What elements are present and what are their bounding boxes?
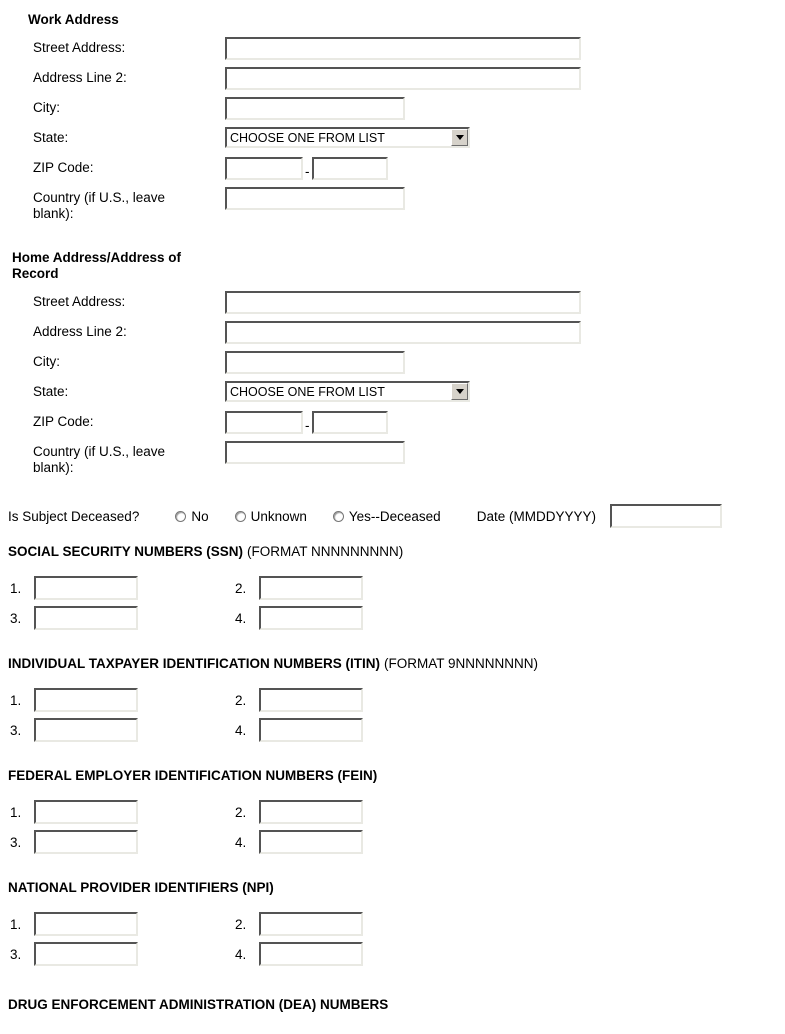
npi-input-1[interactable] [34,912,138,936]
radio-option-yes-deceased[interactable] [333,509,441,524]
entry-number: 2. [235,580,247,596]
form-row [8,97,777,120]
id-entry [235,912,555,936]
home-address-title: Home Address/Address of Record [12,250,182,281]
zip-code-label: ZIP Code: [33,160,94,175]
section-title-text: FEDERAL EMPLOYER IDENTIFICATION NUMBERS (FEIN) [8,768,378,783]
home-address-section [8,250,777,476]
form-row [8,127,777,148]
work-address-title: Work Address [28,12,119,27]
street-address-label: Street Address: [33,40,126,55]
id-entry [235,718,555,742]
id-entry [235,830,555,854]
entry-number: 3. [10,946,22,962]
ssn-section [8,544,777,630]
home-zip-input[interactable] [225,411,303,434]
form-row [8,381,777,402]
itin-section-title [8,656,777,671]
form-row [8,67,777,90]
entry-number: 2. [235,916,247,932]
home-address-line2-input[interactable] [225,321,581,344]
id-entry [10,830,235,854]
address-line2-label: Address Line 2: [33,70,127,85]
radio-label: Yes--Deceased [348,508,441,524]
itin-section [8,656,777,742]
home-city-input[interactable] [225,351,405,374]
form-row [8,291,777,314]
work-address-line2-input[interactable] [225,67,581,90]
entry-number: 1. [10,804,22,820]
home-zip-plus4-input[interactable] [312,411,388,434]
entry-number: 1. [10,580,22,596]
state-label: State: [33,130,69,145]
id-entry [10,800,235,824]
city-label: City: [33,354,60,369]
ssn-input-2[interactable] [259,576,363,600]
entry-number: 4. [235,834,247,850]
home-street-address-input[interactable] [225,291,581,314]
radio-label: Unknown [250,508,307,524]
state-label: State: [33,384,69,399]
zip-separator: - [305,418,310,433]
deceased-question-label: Is Subject Deceased? [8,508,140,524]
entry-number: 1. [10,916,22,932]
npi-section-title [8,880,777,895]
fein-section [8,768,777,854]
itin-input-4[interactable] [259,718,363,742]
work-zip-input[interactable] [225,157,303,180]
entry-number: 3. [10,722,22,738]
id-entry [235,942,555,966]
entry-number: 4. [235,946,247,962]
zip-code-label: ZIP Code: [33,414,94,429]
work-zip-plus4-input[interactable] [312,157,388,180]
id-entry [10,606,235,630]
zip-separator: - [305,164,310,179]
id-entry [235,606,555,630]
npi-input-2[interactable] [259,912,363,936]
ssn-input-4[interactable] [259,606,363,630]
work-state-select[interactable] [225,127,470,148]
fein-input-3[interactable] [34,830,138,854]
section-title-text: NATIONAL PROVIDER IDENTIFIERS (NPI) [8,880,274,895]
form-row [8,351,777,374]
itin-input-1[interactable] [34,688,138,712]
entry-number: 3. [10,834,22,850]
form-row [8,411,777,434]
form-row [8,37,777,60]
npi-input-4[interactable] [259,942,363,966]
section-title-text: DRUG ENFORCEMENT ADMINISTRATION (DEA) NUMBERS [8,997,389,1012]
street-address-label: Street Address: [33,294,126,309]
itin-input-3[interactable] [34,718,138,742]
id-entry [235,800,555,824]
deceased-date-input[interactable] [610,504,722,528]
ssn-input-3[interactable] [34,606,138,630]
radio-yes-deceased[interactable] [333,511,344,522]
fein-input-2[interactable] [259,800,363,824]
entry-number: 1. [10,692,22,708]
npi-input-3[interactable] [34,942,138,966]
country-label: Country (if U.S., leave blank): [33,444,166,475]
select-value: CHOOSE ONE FROM LIST [230,384,385,399]
select-value: CHOOSE ONE FROM LIST [230,130,385,145]
radio-label: No [191,508,209,524]
ssn-input-1[interactable] [34,576,138,600]
deceased-date-label: Date (MMDDYYYY) [476,508,596,524]
radio-unknown[interactable] [235,511,246,522]
section-format-text: (FORMAT 9NNNNNNNN) [384,656,539,671]
entry-number: 4. [235,610,247,626]
section-format-text: (FORMAT NNNNNNNNN) [247,544,404,559]
form-row [8,157,777,180]
id-entry [235,688,555,712]
radio-no[interactable] [175,511,186,522]
fein-section-title [8,768,777,783]
form-row [8,187,777,222]
radio-option-no[interactable] [175,509,208,524]
deceased-question-row [8,504,777,528]
dropdown-arrow-icon [451,383,468,400]
fein-input-4[interactable] [259,830,363,854]
id-entry [235,576,555,600]
fein-input-1[interactable] [34,800,138,824]
section-title-text: INDIVIDUAL TAXPAYER IDENTIFICATION NUMBERS (ITIN) [8,656,381,671]
home-state-select[interactable] [225,381,470,402]
radio-option-unknown[interactable] [235,509,307,524]
work-city-input[interactable] [225,97,405,120]
entry-number: 4. [235,722,247,738]
work-street-address-input[interactable] [225,37,581,60]
home-country-input[interactable] [225,441,405,464]
ssn-section-title [8,544,777,559]
form-row [8,321,777,344]
country-label: Country (if U.S., leave blank): [33,190,166,221]
work-address-section [8,12,777,222]
id-entry [10,942,235,966]
section-title-text: SOCIAL SECURITY NUMBERS (SSN) [8,544,244,559]
entry-number: 2. [235,692,247,708]
work-country-input[interactable] [225,187,405,210]
id-entry [10,576,235,600]
dea-section [8,997,777,1012]
itin-input-2[interactable] [259,688,363,712]
city-label: City: [33,100,60,115]
dropdown-arrow-icon [451,129,468,146]
id-entry [10,912,235,936]
form-row [8,441,777,476]
dea-section-title [8,997,777,1012]
id-entry [10,718,235,742]
npi-section [8,880,777,966]
entry-number: 2. [235,804,247,820]
address-line2-label: Address Line 2: [33,324,127,339]
id-entry [10,688,235,712]
entry-number: 3. [10,610,22,626]
